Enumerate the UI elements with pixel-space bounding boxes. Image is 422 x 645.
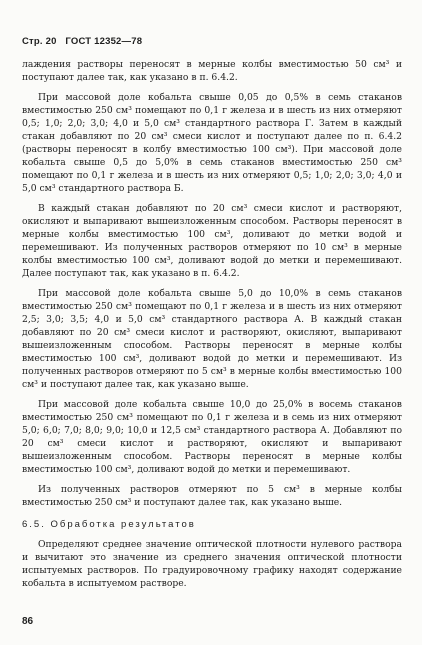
paragraph-dilution: Из полученных растворов отмеряют по 5 см³ в мерные колбы вместимостью 250 см³ и поступают далее так, как указано выше. <box>22 484 402 508</box>
page-number: 86 <box>22 616 34 627</box>
page-label: Стр. 20 <box>22 36 57 47</box>
paragraph-cobalt-5-10: При массовой доле кобальта свыше 5,0 до 10,0% в семь стаканов вместимостью 250 см³ помещают по 0,1 г железа и в шесть из них отмеряют 2,5; 3,0; 3,5; 4,0 и 5,0 см³ стандартного раствора А. В каждый стакан добавляют по 20 см³ смеси кислот и растворяют, окисляют, выпаривают вышеизложенным способом. Растворы переносят в мерные колбы вместимостью 100 см³, доливают водой до метки и перемешивают. Из полученных растворов отмеряют по 5 см³ в мерные колбы вместимостью 100 см³ и поступают далее так, как указано выше. <box>22 288 402 390</box>
document-body <box>22 58 402 597</box>
page-header <box>22 36 148 47</box>
paragraph-results: Определяют среднее значение оптической плотности нулевого раствора и вычитают это значение из среднего значения оптической плотности испытуемых растворов. По градуировочному графику находят содержание кобальта в испытуемом растворе. <box>22 539 402 589</box>
standard-number: ГОСТ 12352—78 <box>65 36 143 47</box>
section-heading: 6.5. Обработка результатов <box>22 519 196 530</box>
paragraph-cobalt-0-05-5: При массовой доле кобальта свыше 0,05 до 0,5% в семь стаканов вместимостью 250 см³ помещают по 0,1 г железа и в шесть из них отмеряют 0,5; 1,0; 2,0; 3,0; 4,0 и 5,0 см³ стандартного раствора Г. Затем в каждый стакан добавляют по 20 см³ смеси кислот и поступают далее по п. 6.4.2 (растворы переносят в колбу вместимостью 100 см³). При массовой доле кобальта свыше 0,5 до 5,0% в семь стаканов вместимостью 250 см³ помещают по 0,1 г железа и в шесть из них отмеряют 0,5; 1,0; 2,0; 3,0; 4,0 и 5,0 см³ стандартного раствора Б. <box>22 92 402 194</box>
paragraph-cobalt-10-25: При массовой доле кобальта свыше 10,0 до 25,0% в восемь стаканов вместимостью 250 см³ помещают по 0,1 г железа и в семь из них отмеряют 5,0; 6,0; 7,0; 8,0; 9,0; 10,0 и 12,5 см³ стандартного раствора А. Добавляют по 20 см³ смеси кислот и растворяют, окисляют и выпаривают вышеизложенным способом. Растворы переносят в мерные колбы вместимостью 100 см³, доливают водой до метки и перемешивают. <box>22 399 402 475</box>
paragraph-acid-treatment: В каждый стакан добавляют по 20 см³ смеси кислот и растворяют, окисляют и выпаривают вышеизложенным способом. Растворы переносят в мерные колбы вместимостью 100 см³, доливают до метки водой и перемешивают. Из полученных растворов отмеряют по 10 см³ в мерные колбы вместимостью 100 см³, доливают водой до метки и перемешивают. Далее поступают так, как указано в п. 6.4.2. <box>22 203 402 279</box>
paragraph-continuation: лаждения растворы переносят в мерные колбы вместимостью 50 см³ и поступают далее так, как указано в п. 6.4.2. <box>22 59 402 83</box>
